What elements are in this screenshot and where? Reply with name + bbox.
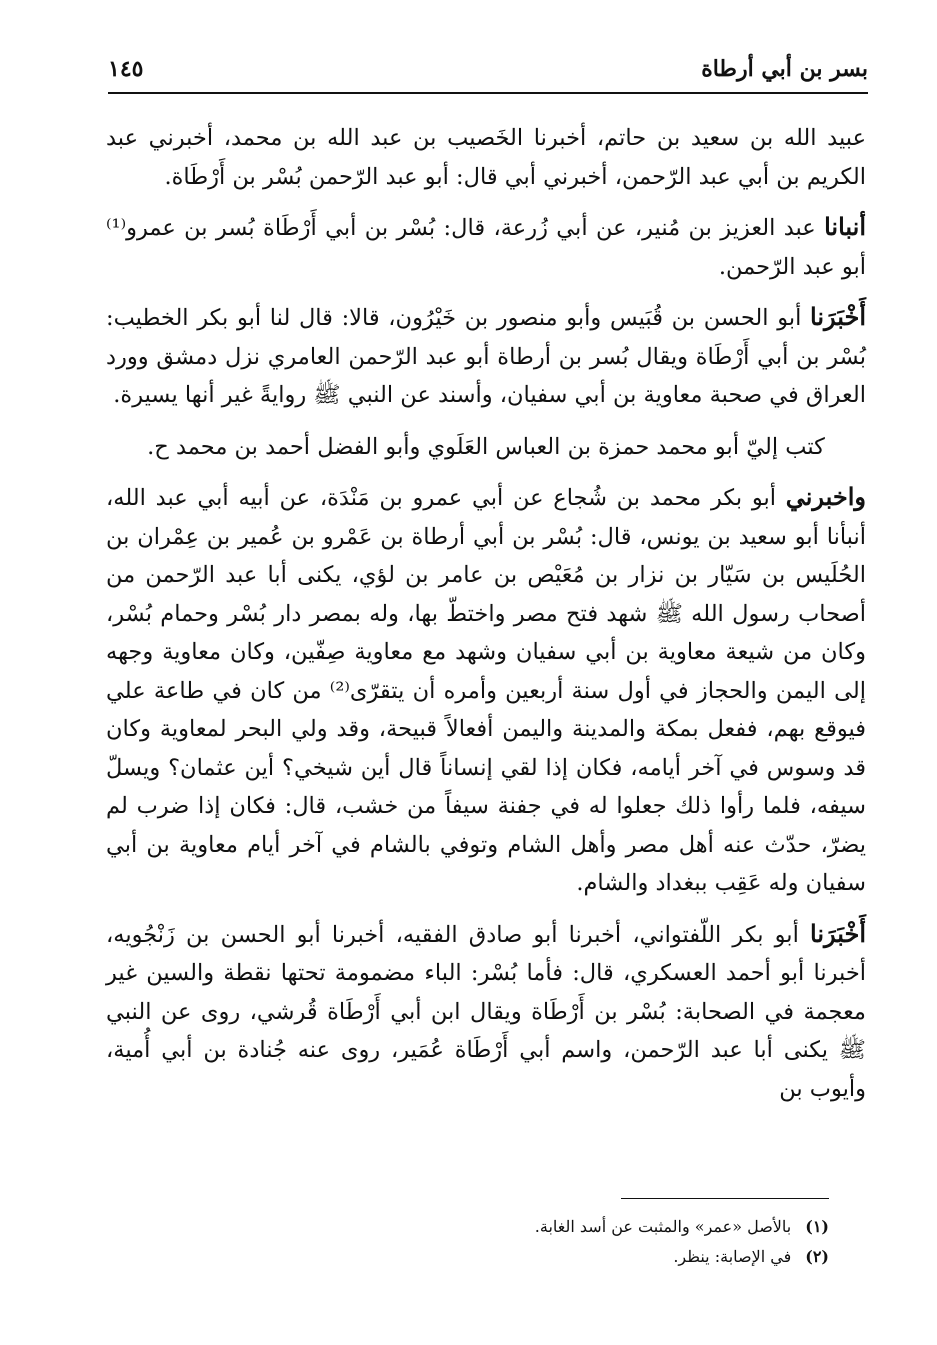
footnote-number: (١) [805, 1217, 829, 1236]
paragraph-lead: واخبرني [785, 482, 867, 511]
footnote-number: (٢) [805, 1247, 829, 1266]
main-text [106, 118, 866, 1120]
paragraph-text: عبد العزيز بن مُنير، عن أبي زُرعة، قال: بُسْر بن أبي أَرْطَاة بُسر بن عمرو⁽¹⁾ أبو عبد الرّحمن. [106, 215, 866, 280]
paragraph [106, 915, 866, 1109]
footnote-text: في الإصابة: ينظر. [673, 1247, 792, 1266]
paragraph [106, 427, 866, 467]
paragraph [106, 298, 866, 415]
paragraph-text: عبيد الله بن سعيد بن حاتم، أخبرنا الخَصيب بن عبد الله بن محمد، أخبرني عبد الكريم بن أبي عبد الرّحمن، أخبرني أبي قال: أبو عبد الرّحمن بُسْر بن أَرْطَاة. [106, 125, 866, 190]
page-header [108, 52, 868, 94]
footnote [329, 1242, 829, 1272]
paragraph [106, 478, 866, 903]
page-number: ١٤٥ [108, 56, 144, 82]
paragraph [106, 118, 866, 196]
footnotes [329, 1212, 829, 1272]
paragraph [106, 208, 866, 286]
paragraph-text: كتب إليّ أبو محمد حمزة بن العباس العَلَوي وأبو الفضل أحمد بن محمد ح. [147, 433, 825, 460]
footnote-text: بالأصل «عمر» والمثبت عن أسد الغابة. [534, 1217, 792, 1236]
footnote-divider [621, 1198, 829, 1199]
footnote [329, 1212, 829, 1242]
paragraph-text: أبو بكر محمد بن شُجاع عن أبي عمرو بن مَنْدَة، عن أبيه أبي عبد الله، أنبأنا أبو سعيد بن يونس، قال: بُسْر بن أبي أرطاة بن عَمْرو بن عُمير بن عِمْران بن الحُلَيس بن سَيّار بن نزار بن مُعَيْص بن عامر بن لؤي، يكنى أبا عبد الرّحمن من أصحاب رسول الله ﷺ شهد فتح مصر واختطّ بها، وله بمصر دار بُسْر وحمام بُسْر، وكان من شيعة معاوية بن أبي سفيان وشهد مع معاوية صِفّين، وكان معاوية وجهه إلى اليمن والحجاز في أول سنة أربعين وأمره أن يتقرّى⁽²⁾ من كان في طاعة علي فيوقع بهم، ففعل بمكة والمدينة واليمن أفعالاً قبيحة، وقد ولي البحر لمعاوية وكان قد وسوس في آخر أيامه، فكان إذا لقي إنساناً قال أين شيخي؟ أين عثمان؟ ويسلّ سيفه، فلما رأوا ذلك جعلوا له في جفنة سيفاً من خشب، قال: فكان إذا ضرب لم يضرّ، حدّث عنه أهل مصر وأهل الشام وتوفي بالشام في آخر أيام معاوية بن أبي سفيان وله عَقِب ببغداد والشام. [106, 485, 866, 896]
paragraph-lead: أَخْبَرَنا [810, 302, 866, 331]
running-title: بسر بن أبي أرطاة [701, 56, 868, 82]
paragraph-text: أبو الحسن بن قُبَيس وأبو منصور بن خَيْرُون، قالا: قال لنا أبو بكر الخطيب: بُسْر بن أبي أَرْطَاة ويقال بُسر بن أرطاة أبو عبد الرّحمن العامري نزل دمشق وورد العراق في صحبة معاوية بن أبي سفيان، وأسند عن النبي ﷺ روايةً غير أنها يسيرة. [106, 305, 866, 408]
paragraph-lead: أَخْبَرَنا [810, 918, 866, 948]
paragraph-text: أبو بكر اللّفتواني، أخبرنا أبو صادق الفقيه، أخبرنا أبو الحسن بن زَنْجُويه، أخبرنا أبو أحمد العسكري، قال: فأما بُسْر: الباء مضمومة تحتها نقطة والسين غير معجمة في الصحابة: بُسْر بن أَرْطَاة ويقال ابن أبي أَرْطَاة قُرشي، روى عن النبي ﷺ يكنى أبا عبد الرّحمن، واسم أبي أَرْطَاة عُمَير، روى عنه جُنادة بن أبي أُمية، وأيوب بن [106, 921, 866, 1102]
paragraph-lead: أنبانا [824, 212, 867, 241]
